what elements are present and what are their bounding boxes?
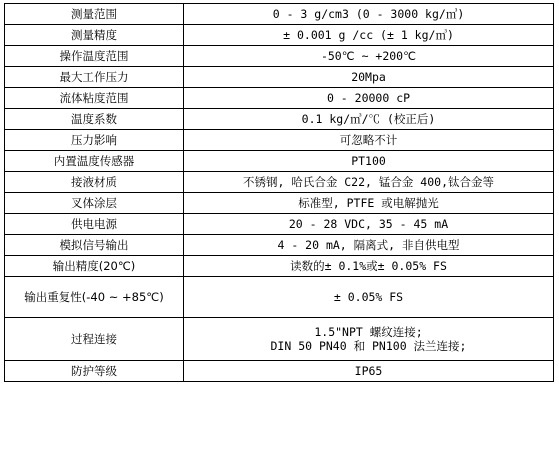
row-label: 温度系数 [5, 109, 184, 130]
row-value: ± 0.001 g /cc (± 1 kg/㎥) [184, 25, 554, 46]
row-value: 20 - 28 VDC, 35 - 45 mA [184, 214, 554, 235]
row-value: 可忽略不计 [184, 130, 554, 151]
table-row [5, 151, 554, 172]
row-label: 测量精度 [5, 25, 184, 46]
table-row [5, 235, 554, 256]
spec-table [4, 3, 554, 382]
row-value: 0 - 3 g/cm3 (0 - 3000 kg/㎥) [184, 4, 554, 25]
row-label: 输出重复性(-40 ~ +85℃) [5, 277, 184, 318]
row-value-line: DIN 50 PN40 和 PN100 法兰连接; [270, 339, 467, 353]
table-row [5, 4, 554, 25]
table-row [5, 361, 554, 382]
row-label: 叉体涂层 [5, 193, 184, 214]
row-value: IP65 [184, 361, 554, 382]
row-label: 测量范围 [5, 4, 184, 25]
row-value: PT100 [184, 151, 554, 172]
row-label: 操作温度范围 [5, 46, 184, 67]
row-value: 0.1 kg/㎥/℃ (校正后) [184, 109, 554, 130]
table-row [5, 318, 554, 361]
row-value: ± 0.05% FS [184, 277, 554, 318]
row-value: 读数的± 0.1%或± 0.05% FS [184, 256, 554, 277]
table-row [5, 130, 554, 151]
row-label: 内置温度传感器 [5, 151, 184, 172]
row-value: 4 - 20 mA, 隔离式, 非自供电型 [184, 235, 554, 256]
table-row [5, 256, 554, 277]
table-row [5, 46, 554, 67]
row-value: 标准型, PTFE 或电解抛光 [184, 193, 554, 214]
table-row [5, 172, 554, 193]
row-value-line: 1.5"NPT 螺纹连接; [314, 325, 423, 339]
row-label: 最大工作压力 [5, 67, 184, 88]
row-label: 过程连接 [5, 318, 184, 361]
row-label: 供电电源 [5, 214, 184, 235]
table-row [5, 193, 554, 214]
table-row [5, 109, 554, 130]
table-row [5, 67, 554, 88]
row-value: 不锈钢, 哈氏合金 C22, 锰合金 400,钛合金等 [184, 172, 554, 193]
row-value: 20Mpa [184, 67, 554, 88]
row-label: 接液材质 [5, 172, 184, 193]
table-row [5, 214, 554, 235]
row-value: -50℃ ~ +200℃ [184, 46, 554, 67]
table-row [5, 88, 554, 109]
row-label: 流体粘度范围 [5, 88, 184, 109]
row-label: 模拟信号输出 [5, 235, 184, 256]
row-value [184, 318, 554, 361]
row-value: 0 - 20000 cP [184, 88, 554, 109]
row-label: 防护等级 [5, 361, 184, 382]
row-label: 输出精度(20℃) [5, 256, 184, 277]
row-label: 压力影响 [5, 130, 184, 151]
table-row [5, 25, 554, 46]
table-row [5, 277, 554, 318]
